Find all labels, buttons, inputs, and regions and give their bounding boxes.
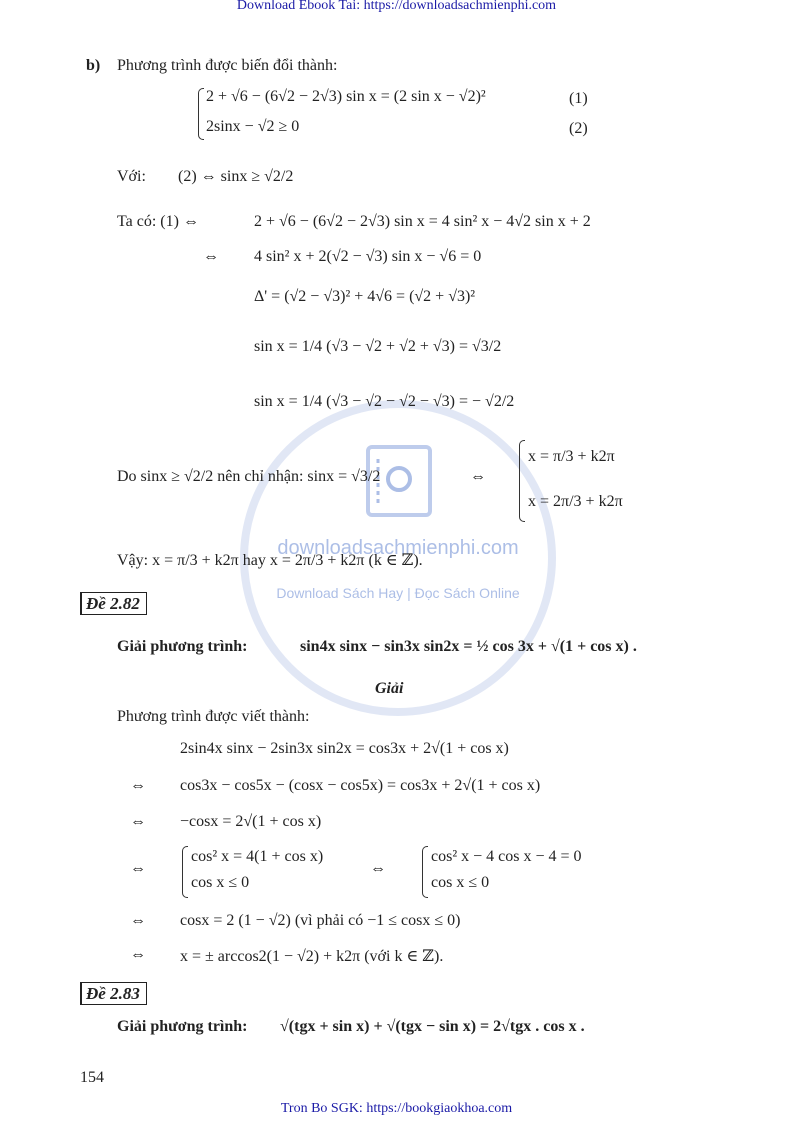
- watermark-site: downloadsachmienphi.com: [277, 537, 519, 559]
- system-brace: [422, 846, 428, 898]
- problem-prompt-expr: sin4x sinx − sin3x sin2x = ½ cos 3x + √(1 + cos x) .: [300, 638, 637, 655]
- step-1: 2sin4x sinx − 2sin3x sin2x = cos3x + 2√(1 + cos x): [180, 740, 509, 757]
- step-4b: cos x ≤ 0: [191, 874, 250, 891]
- system-tag-1: (1): [569, 90, 588, 107]
- root-line-2: sin x = 1/4 (√3 − √2 − √2 − √3) = − √2/2: [254, 393, 515, 410]
- step-5: cosx = 2 (1 − √2) (vì phải có −1 ≤ cosx ≤ 0): [180, 912, 461, 929]
- step-4a: cos² x = 4(1 + cos x): [191, 848, 324, 865]
- taco-label: Ta có: (1) ⇔: [117, 213, 199, 230]
- equiv-symbol: ⇔: [370, 860, 386, 877]
- part-intro: Phương trình được biến đổi thành:: [117, 57, 338, 74]
- equiv-symbol: ⇔: [130, 912, 146, 929]
- problem-prompt-label: Giải phương trình:: [117, 1018, 248, 1035]
- voi-expr: (2) ⇔ sinx ≥ √2/2: [178, 168, 294, 185]
- problem-prompt-expr: √(tgx + sin x) + √(tgx − sin x) = 2√tgx . cos x .: [280, 1018, 585, 1035]
- equiv-symbol: ⇔: [130, 860, 146, 877]
- step-4c: cos² x − 4 cos x − 4 = 0: [431, 848, 582, 865]
- equiv-symbol: ⇔: [130, 777, 146, 794]
- system-brace: [198, 88, 204, 140]
- system-brace: [182, 846, 188, 898]
- problem-label-283: Đề 2.83: [80, 982, 147, 1005]
- footer-link[interactable]: Tron Bo SGK: https://bookgiaokhoa.com: [280, 1101, 513, 1116]
- problem-prompt-label: Giải phương trình:: [117, 638, 248, 655]
- solution-brace: [519, 440, 525, 522]
- watermark-tagline: Download Sách Hay | Đọc Sách Online: [276, 585, 520, 601]
- step-3: −cosx = 2√(1 + cos x): [180, 813, 322, 830]
- solution-root-1: x = π/3 + k2π: [528, 448, 615, 465]
- root-line-1: sin x = 1/4 (√3 − √2 + √2 + √3) = √3/2: [254, 338, 502, 355]
- derivation-line-1: 2 + √6 − (6√2 − 2√3) sin x = 4 sin² x − 4√2 sin x + 2: [254, 213, 591, 230]
- page-number: 154: [80, 1069, 104, 1086]
- step-6: x = ± arccos2(1 − √2) + k2π (với k ∈ ℤ).: [180, 948, 444, 965]
- system-eq-1: 2 + √6 − (6√2 − 2√3) sin x = (2 sin x − √2)²: [206, 88, 486, 105]
- equiv-symbol: ⇔: [470, 468, 486, 485]
- derivation-line-2: 4 sin² x + 2(√2 − √3) sin x − √6 = 0: [254, 248, 482, 265]
- problem-label-282: Đề 2.82: [80, 592, 147, 615]
- voi-label: Với:: [117, 168, 146, 185]
- step-2: cos3x − cos5x − (cosx − cos5x) = cos3x + 2√(1 + cos x): [180, 777, 541, 794]
- do-line: Do sinx ≥ √2/2 nên chỉ nhận: sinx = √3/2: [117, 468, 381, 485]
- solution-heading: Giải: [375, 680, 404, 697]
- conclusion-line: Vậy: x = π/3 + k2π hay x = 2π/3 + k2π (k ∈ ℤ).: [117, 552, 423, 569]
- step-4d: cos x ≤ 0: [431, 874, 490, 891]
- part-label: b): [86, 57, 101, 74]
- equiv-symbol: ⇔: [203, 248, 219, 265]
- header-link[interactable]: Download Ebook Tai: https://downloadsachmienphi.com: [236, 0, 557, 13]
- system-eq-2: 2sinx − √2 ≥ 0: [206, 118, 300, 135]
- system-tag-2: (2): [569, 120, 588, 137]
- equiv-symbol: ⇔: [130, 946, 146, 963]
- equiv-symbol: ⇔: [130, 813, 146, 830]
- solution-intro: Phương trình được viết thành:: [117, 708, 310, 725]
- solution-root-2: x = 2π/3 + k2π: [528, 493, 623, 510]
- discriminant-line: Δ' = (√2 − √3)² + 4√6 = (√2 + √3)²: [254, 288, 476, 305]
